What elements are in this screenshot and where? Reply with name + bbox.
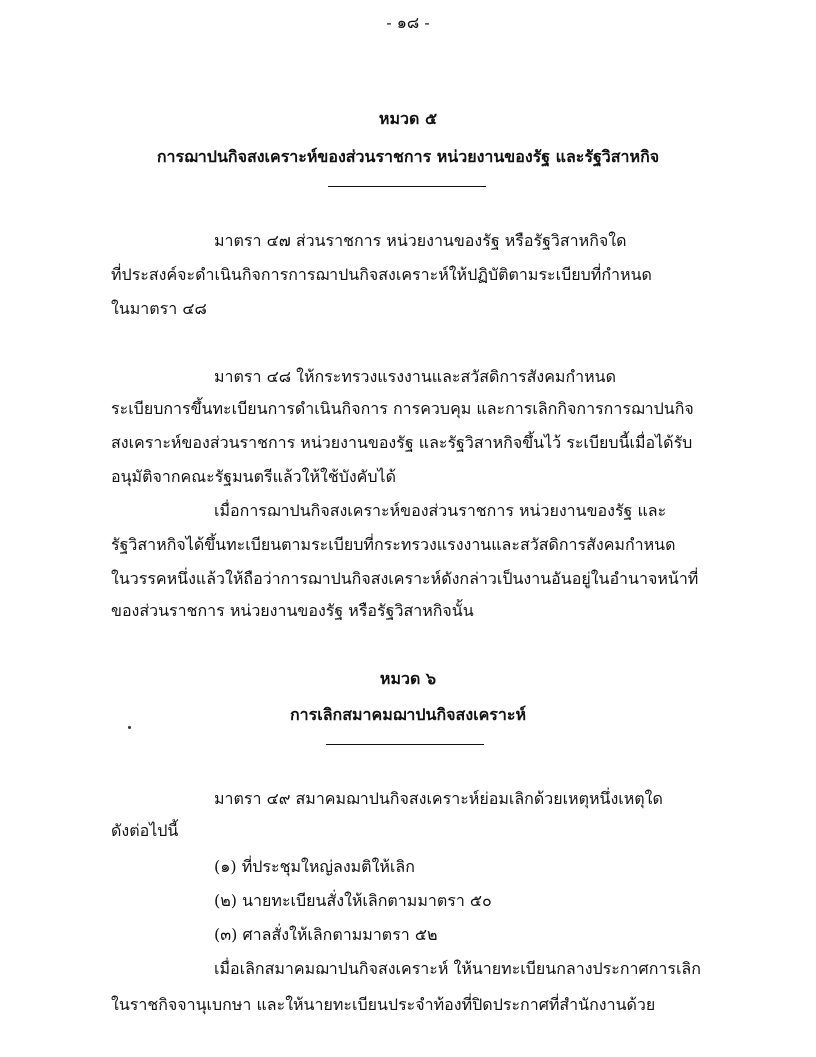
section-48-line-1: มาตรา ๔๘ ให้กระทรวงแรงงานและสวัสดิการสังคมกำหนด	[214, 367, 617, 386]
section-48-line-8: ของส่วนราชการ หน่วยงานของรัฐ หรือรัฐวิสาหกิจนั้น	[111, 601, 474, 620]
section-48-line-2: ระเบียบการขึ้นทะเบียนการดำเนินกิจการ การควบคุม และการเลิกกิจการการฌาปนกิจ	[111, 399, 694, 418]
section-47-line-3: ในมาตรา ๔๘	[111, 299, 207, 318]
section-48-line-3: สงเคราะห์ของส่วนราชการ หน่วยงานของรัฐ และรัฐวิสาหกิจขึ้นไว้ ระเบียบนี้เมื่อได้รับ	[111, 433, 693, 452]
section-49-line-2: ดังต่อไปนี้	[111, 821, 179, 840]
chapter-6-divider	[326, 744, 484, 745]
section-48-line-5: เมื่อการฌาปนกิจสงเคราะห์ของส่วนราชการ หน่วยงานของรัฐ และ	[214, 501, 667, 520]
section-49-item-3: (๓) ศาลสั่งให้เลิกตามมาตรา ๕๒	[214, 925, 438, 944]
section-48-line-7: ในวรรคหนึ่งแล้วให้ถือว่าการฌาปนกิจสงเคราะห์ดังกล่าวเป็นงานอันอยู่ในอำนาจหน้าที่	[111, 569, 699, 588]
chapter-5-title: การฌาปนกิจสงเคราะห์ของส่วนราชการ หน่วยงานของรัฐ และรัฐวิสาหกิจ	[156, 147, 660, 166]
section-49-line-1: มาตรา ๔๙ สมาคมฌาปนกิจสงเคราะห์ย่อมเลิกด้วยเหตุหนึ่งเหตุใด	[214, 789, 663, 808]
chapter-5-heading: หมวด ๕	[378, 109, 438, 128]
section-48-line-4: อนุมัติจากคณะรัฐมนตรีแล้วให้ใช้บังคับได้	[111, 467, 396, 486]
section-49-closing-line-1: เมื่อเลิกสมาคมฌาปนกิจสงเคราะห์ ให้นายทะเบียนกลางประกาศการเลิก	[214, 959, 701, 978]
section-47-line-1: มาตรา ๔๗ ส่วนราชการ หน่วยงานของรัฐ หรือรัฐวิสาหกิจใด	[214, 231, 627, 250]
section-48-line-6: รัฐวิสาหกิจได้ขึ้นทะเบียนตามระเบียบที่กระทรวงแรงงานและสวัสดิการสังคมกำหนด	[111, 535, 676, 554]
section-49-item-1: (๑) ที่ประชุมใหญ่ลงมติให้เลิก	[214, 857, 415, 876]
chapter-6-heading: หมวด ๖	[379, 669, 437, 688]
page-number: - ๑๘ -	[386, 13, 430, 32]
scan-speck	[128, 726, 131, 729]
section-49-closing-line-2: ในราชกิจจานุเบกษา และให้นายทะเบียนประจำท้องที่ปิดประกาศที่สำนักงานด้วย	[111, 995, 656, 1014]
chapter-5-divider	[328, 186, 486, 187]
section-47-line-2: ที่ประสงค์จะดำเนินกิจการการฌาปนกิจสงเคราะห์ให้ปฏิบัติตามระเบียบที่กำหนด	[111, 265, 652, 284]
chapter-6-title: การเลิกสมาคมฌาปนกิจสงเคราะห์	[289, 705, 527, 724]
section-49-item-2: (๒) นายทะเบียนสั่งให้เลิกตามมาตรา ๕๐	[214, 891, 492, 910]
